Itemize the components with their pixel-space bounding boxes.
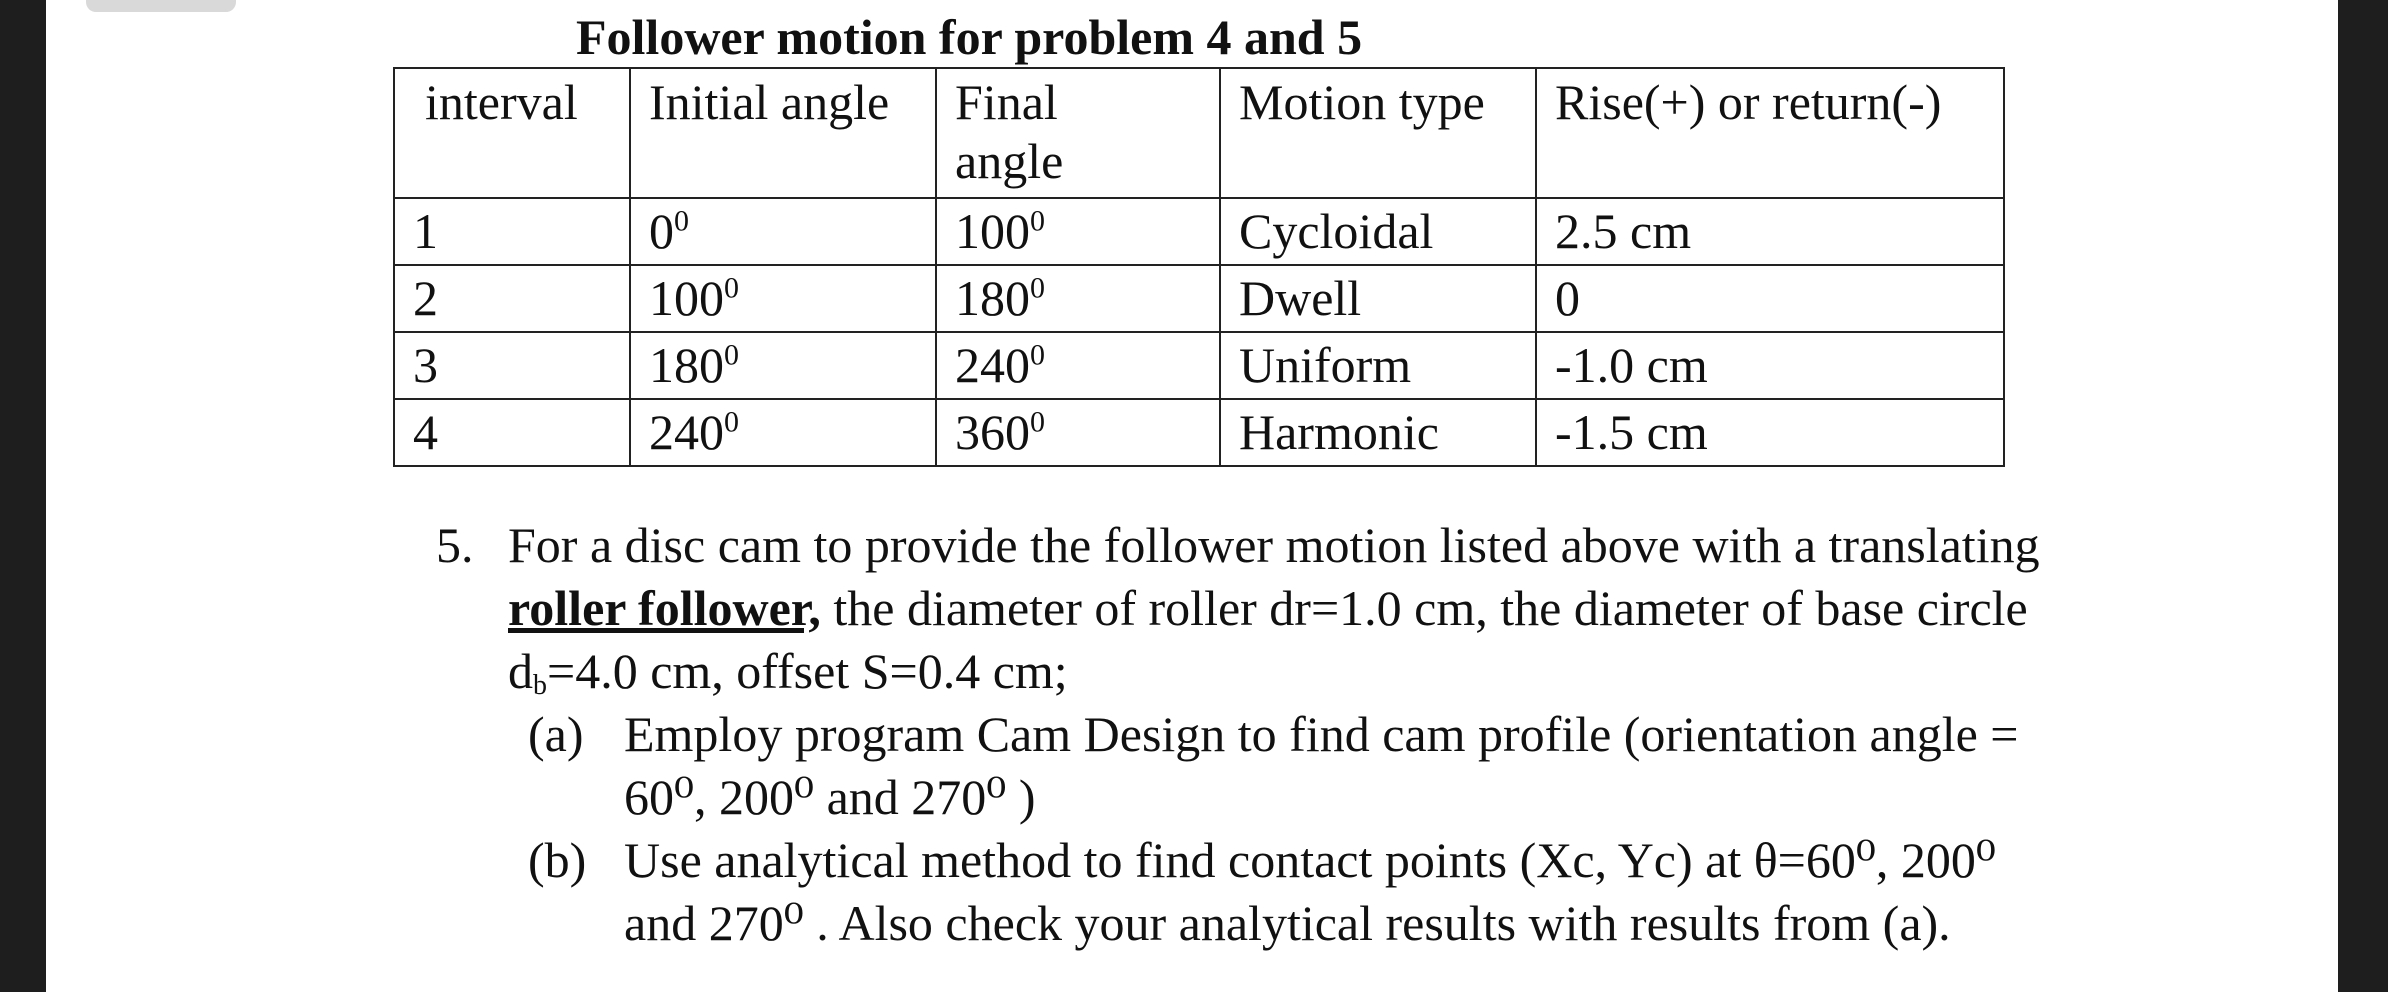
header-rise-return: Rise(+) or return(-) (1536, 68, 2004, 198)
cell-motion-type: Dwell (1220, 265, 1536, 332)
part-a (508, 703, 2268, 829)
cell-interval: 3 (394, 332, 630, 399)
cell-interval: 4 (394, 399, 630, 466)
cell-motion-type: Uniform (1220, 332, 1536, 399)
cell-rise-return: -1.0 cm (1536, 332, 2004, 399)
part-b-line-2: and 270⁰ . Also check your analytical results with results from (a). (624, 895, 1951, 951)
cell-rise-return: -1.5 cm (1536, 399, 2004, 466)
part-b (508, 829, 2268, 955)
window-tab-edge (86, 0, 236, 12)
cell-initial-angle: $0^0$ (630, 198, 936, 265)
part-a-label: (a) (528, 706, 584, 762)
header-final-angle (936, 68, 1220, 198)
cell-motion-type: Harmonic (1220, 399, 1536, 466)
document-page (46, 0, 2338, 992)
table-header-row (394, 68, 2004, 198)
cell-initial-angle: $100^0$ (630, 265, 936, 332)
header-initial-angle: Initial angle (630, 68, 936, 198)
cell-initial-angle: $180^0$ (630, 332, 936, 399)
cell-interval: 1 (394, 198, 630, 265)
cell-motion-type: Cycloidal (1220, 198, 1536, 265)
problem-line-1: For a disc cam to provide the follower motion listed above with a translating (508, 517, 2040, 573)
cell-final-angle: $240^0$ (936, 332, 1220, 399)
table-row (394, 265, 2004, 332)
follower-motion-table (393, 67, 2005, 467)
table-row (394, 399, 2004, 466)
header-motion-type: Motion type (1220, 68, 1536, 198)
cell-initial-angle: $240^0$ (630, 399, 936, 466)
part-a-line-2: 60⁰, 200⁰ and 270⁰ ) (624, 769, 1036, 825)
cell-final-angle: $180^0$ (936, 265, 1220, 332)
table-row (394, 198, 2004, 265)
table-title: Follower motion for problem 4 and 5 (576, 9, 1363, 65)
header-final-angle-text: Final angle (955, 74, 1064, 189)
roller-follower-emphasis: roller follower, (508, 580, 821, 636)
problem-body (508, 514, 2268, 955)
part-b-label: (b) (528, 832, 587, 888)
problem-line-2: roller follower, the diameter of roller dr=1.0 cm, the diameter of base circle (508, 580, 2028, 636)
cell-rise-return: 2.5 cm (1536, 198, 2004, 265)
cell-final-angle: $360^0$ (936, 399, 1220, 466)
header-interval: interval (394, 68, 630, 198)
part-a-line-1: Employ program Cam Design to find cam profile (orientation angle = (624, 706, 2019, 762)
problem-number: 5. (436, 517, 474, 573)
table-row (394, 332, 2004, 399)
cell-interval: 2 (394, 265, 630, 332)
part-b-line-1: Use analytical method to find contact points (Xc, Yc) at θ=60⁰, 200⁰ (624, 832, 1996, 888)
problem-line-3: $d_b=4.0$ cm, offset S=0.4 cm; (508, 643, 1068, 701)
cell-rise-return: 0 (1536, 265, 2004, 332)
cell-final-angle: $100^0$ (936, 198, 1220, 265)
